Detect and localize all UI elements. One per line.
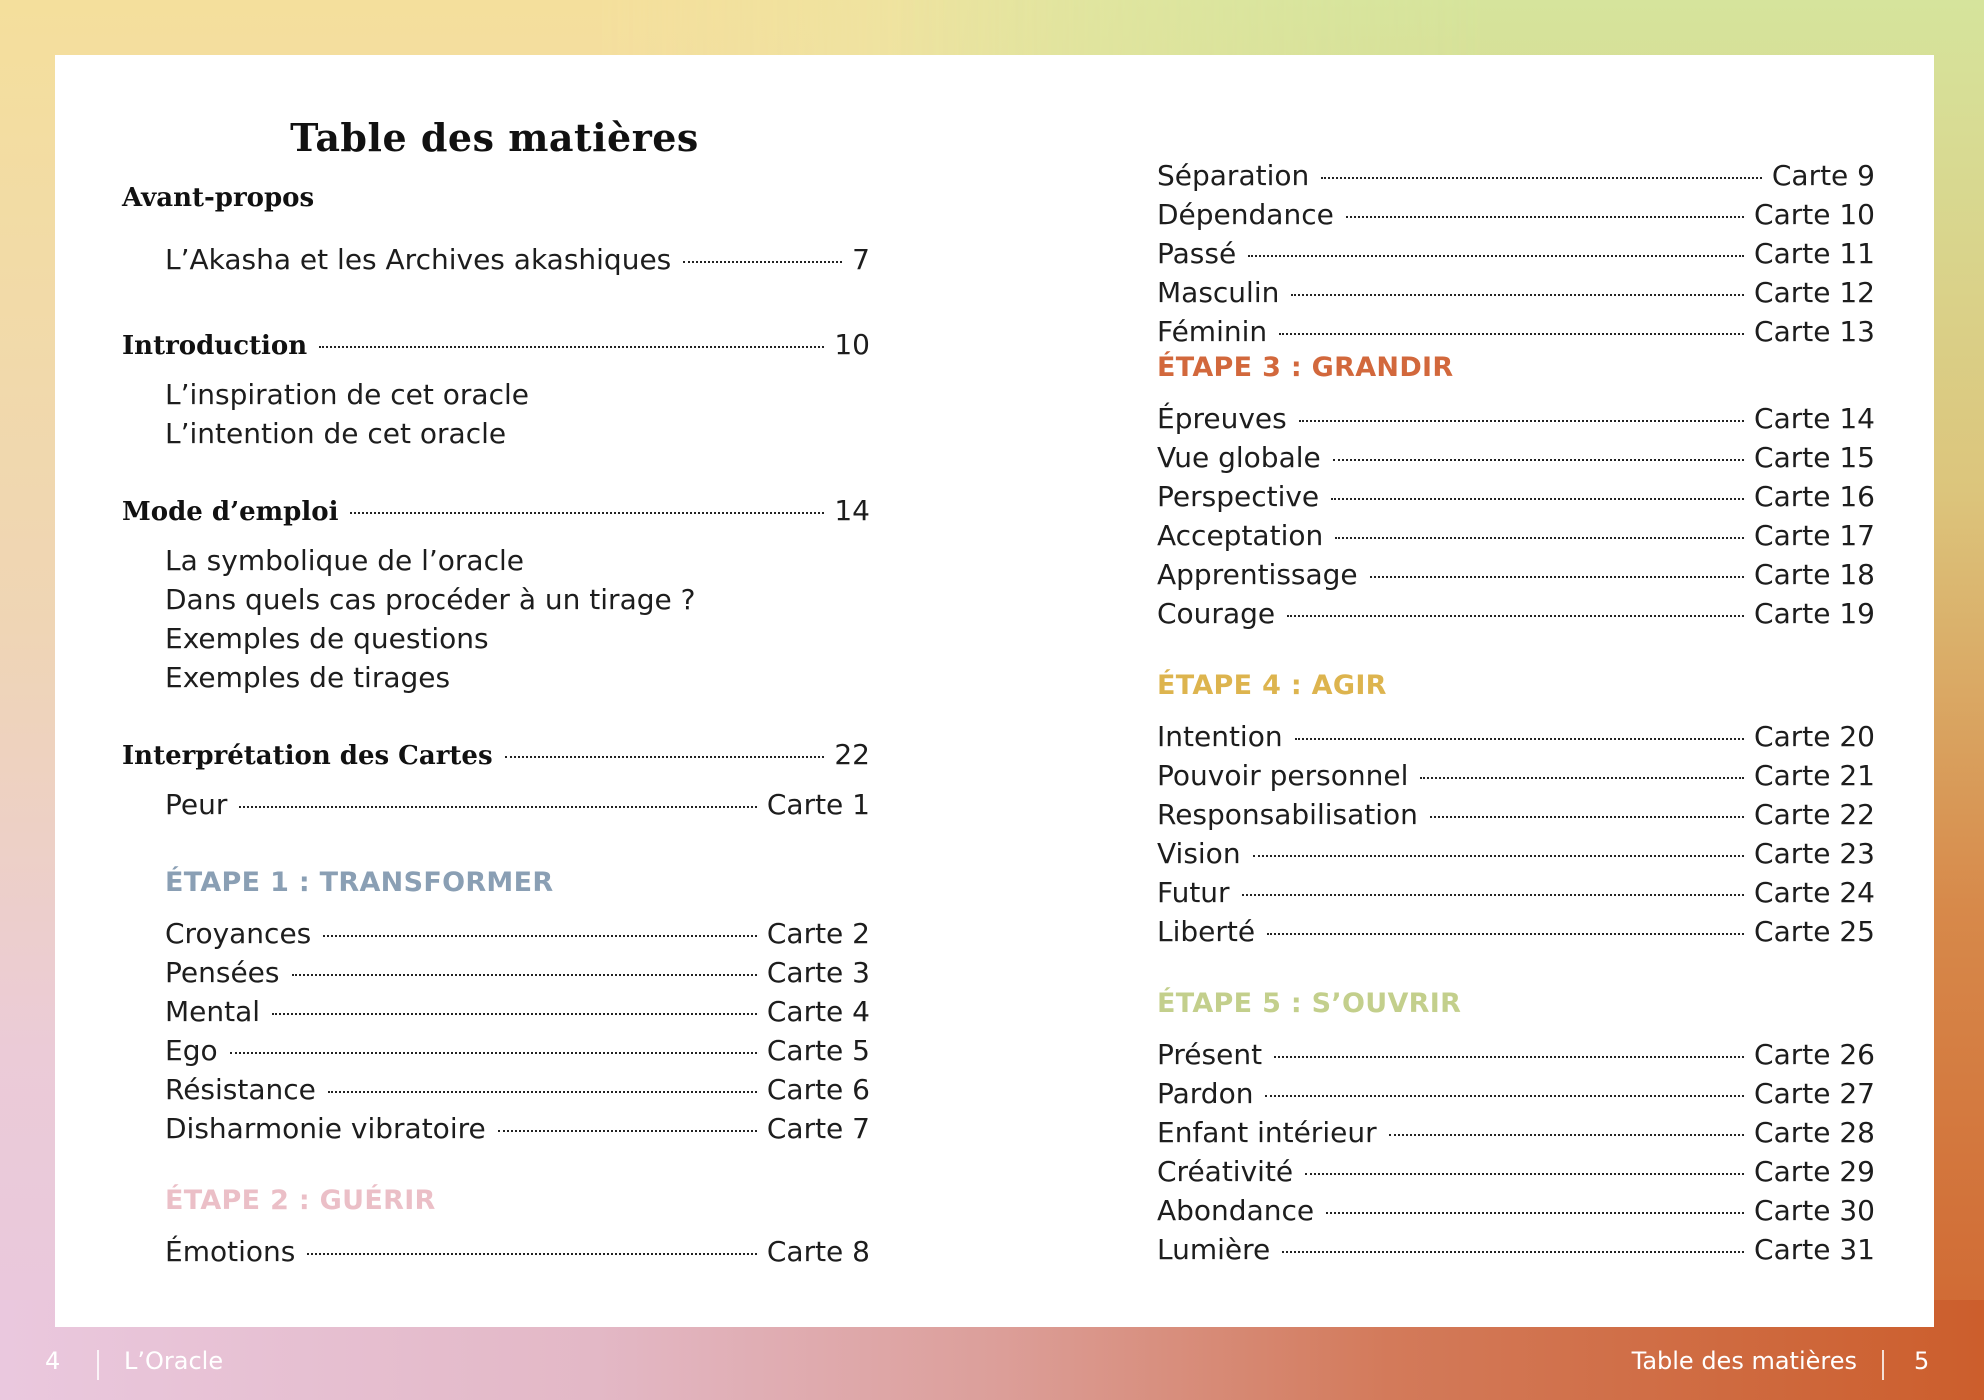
toc-entry-page: Carte 28 [1754,1116,1875,1149]
dot-leader [1291,293,1744,296]
stage-heading-2: ÉTAPE 2 : GUÉRIR [165,1185,436,1216]
dot-leader [1287,614,1744,617]
toc-entry-label: Intention [1157,720,1283,753]
toc-entry-label: Croyances [165,917,312,950]
toc-entry[interactable] [1157,1077,1875,1110]
toc-entry-page: Carte 20 [1754,720,1875,753]
toc-entry[interactable] [1157,402,1875,435]
dot-leader [319,345,824,348]
dot-leader [498,1129,757,1132]
dot-leader [1389,1133,1744,1136]
toc-entry[interactable] [1157,159,1875,192]
toc-entry[interactable] [1157,441,1875,474]
toc-entry-label: Acceptation [1157,519,1324,552]
toc-entry[interactable] [1157,315,1875,348]
toc-entry-label: Futur [1157,876,1230,909]
toc-entry-page: Carte 18 [1754,558,1875,591]
toc-entry-label: Vue globale [1157,441,1321,474]
dot-leader [1430,815,1744,818]
toc-subitem[interactable]: Exemples de questions [165,622,489,655]
toc-entry-label: Séparation [1157,159,1310,192]
toc-entry[interactable] [1157,1116,1875,1149]
toc-entry-page: Carte 7 [766,1112,870,1145]
dot-leader [1282,1250,1744,1253]
dot-leader [1321,176,1762,179]
toc-entry[interactable] [1157,519,1875,552]
dot-leader [239,805,756,808]
toc-subitem[interactable]: Exemples de tirages [165,661,451,694]
toc-entry-label: Disharmonie vibratoire [165,1112,486,1145]
footer-divider [97,1350,99,1380]
page-number-left: 4 [45,1347,61,1375]
toc-entry-label: Vision [1157,837,1241,870]
toc-entry-page: Carte 31 [1754,1233,1875,1266]
toc-entry-page: Carte 21 [1754,759,1875,792]
toc-entry-label: Féminin [1157,315,1268,348]
toc-entry-page: 7 [852,243,870,276]
toc-entry[interactable] [1157,759,1875,792]
stage-heading-1: ÉTAPE 1 : TRANSFORMER [165,867,554,898]
toc-entry-page: Carte 11 [1754,237,1875,270]
toc-entry-label: Épreuves [1157,402,1287,435]
dot-leader [1267,932,1744,935]
toc-entry-label: Abondance [1157,1194,1315,1227]
toc-entry-page: Carte 26 [1754,1038,1875,1071]
toc-entry-page: 22 [834,738,870,771]
dot-leader [1331,497,1744,500]
toc-entry[interactable] [1157,198,1875,231]
toc-entry-page: Carte 5 [766,1034,870,1067]
dot-leader [1279,332,1744,335]
toc-entry-page: 14 [834,494,870,527]
toc-entry-label: Liberté [1157,915,1256,948]
dot-leader [1305,1172,1744,1175]
page-title: Table des matières [290,115,699,160]
toc-entry-label: Présent [1157,1038,1263,1071]
toc-entry-label: Pouvoir personnel [1157,759,1409,792]
toc-entry[interactable] [1157,1233,1875,1266]
toc-entry-label: Enfant intérieur [1157,1116,1377,1149]
toc-entry[interactable] [1157,237,1875,270]
running-header-left: L’Oracle [124,1347,224,1375]
dot-leader [683,260,842,263]
dot-leader [292,973,757,976]
toc-entry-label: Créativité [1157,1155,1294,1188]
toc-subitem[interactable]: La symbolique de l’oracle [165,544,524,577]
toc-entry-page: Carte 2 [766,917,870,950]
toc-entry-label: Apprentissage [1157,558,1358,591]
toc-entry-label: Lumière [1157,1233,1271,1266]
dot-leader [1333,458,1744,461]
section-introduction[interactable] [122,328,870,361]
page-number-right: 5 [1914,1347,1930,1375]
toc-entry-label: Masculin [1157,276,1280,309]
section-interpretation[interactable] [122,738,870,771]
dot-leader [1346,215,1744,218]
toc-entry-label: Ego [165,1034,218,1067]
toc-entry[interactable] [165,1034,870,1067]
book-spread [55,55,1934,1327]
toc-entry-label: Courage [1157,597,1276,630]
toc-entry-page: Carte 3 [766,956,870,989]
toc-entry[interactable] [1157,1038,1875,1071]
stage-heading-4: ÉTAPE 4 : AGIR [1157,670,1387,701]
dot-leader [1370,575,1744,578]
toc-entry-page: Carte 22 [1754,798,1875,831]
toc-entry-page: Carte 25 [1754,915,1875,948]
toc-entry-label: Dépendance [1157,198,1334,231]
dot-leader [1274,1055,1744,1058]
toc-entry-page: Carte 30 [1754,1194,1875,1227]
toc-entry-label: Responsabilisation [1157,798,1418,831]
toc-subitem[interactable]: Dans quels cas procéder à un tirage ? [165,583,696,616]
toc-entry[interactable] [1157,720,1875,753]
section-mode-emploi[interactable] [122,494,870,527]
toc-entry[interactable] [165,956,870,989]
toc-entry-label: Résistance [165,1073,316,1106]
dot-leader [350,511,824,514]
dot-leader [1295,737,1744,740]
section-avant-propos [122,183,870,213]
toc-entry[interactable] [1157,558,1875,591]
dot-leader [1299,419,1744,422]
toc-subitem[interactable]: L’inspiration de cet oracle [165,378,529,411]
stage-heading-5: ÉTAPE 5 : S’OUVRIR [1157,988,1462,1019]
dot-leader [1420,776,1744,779]
section-title: Avant-propos [122,183,315,213]
toc-entry[interactable] [1157,837,1875,870]
toc-entry[interactable] [165,917,870,950]
dot-leader [1265,1094,1744,1097]
toc-entry-page: Carte 9 [1771,159,1875,192]
toc-entry-page: Carte 4 [766,995,870,1028]
dot-leader [272,1012,757,1015]
toc-entry-page: Carte 29 [1754,1155,1875,1188]
toc-entry-page: Carte 24 [1754,876,1875,909]
toc-entry-label: Pensées [165,956,280,989]
toc-entry-label: Mental [165,995,261,1028]
dot-leader [1335,536,1744,539]
toc-entry[interactable] [165,1112,870,1145]
dot-leader [1242,893,1744,896]
toc-entry[interactable] [1157,876,1875,909]
dot-leader [1248,254,1744,257]
dot-leader [1326,1211,1744,1214]
toc-entry-label: Pardon [1157,1077,1254,1110]
toc-entry-page: Carte 19 [1754,597,1875,630]
toc-entry[interactable] [1157,480,1875,513]
toc-entry[interactable] [165,1235,870,1268]
toc-entry-label: Passé [1157,237,1237,270]
dot-leader [230,1051,757,1054]
toc-entry-page: Carte 6 [766,1073,870,1106]
section-title: Mode d’emploi [122,497,339,527]
toc-entry[interactable] [165,1073,870,1106]
toc-entry-page: Carte 16 [1754,480,1875,513]
toc-entry-page: 10 [834,328,870,361]
toc-entry-label: L’Akasha et les Archives akashiques [165,243,672,276]
toc-entry-page: Carte 15 [1754,441,1875,474]
toc-entry-page: Carte 14 [1754,402,1875,435]
stage-heading-3: ÉTAPE 3 : GRANDIR [1157,352,1454,383]
section-title: Interprétation des Cartes [122,741,493,771]
toc-entry[interactable] [165,788,870,821]
toc-entry-label: Émotions [165,1235,296,1268]
toc-subitem[interactable]: L’intention de cet oracle [165,417,507,450]
toc-entry[interactable] [1157,798,1875,831]
toc-entry-label: Perspective [1157,480,1320,513]
toc-entry[interactable] [1157,276,1875,309]
dot-leader [328,1090,757,1093]
toc-entry[interactable] [1157,1155,1875,1188]
toc-entry[interactable] [165,995,870,1028]
dot-leader [307,1252,757,1255]
toc-entry-page: Carte 27 [1754,1077,1875,1110]
running-header-right: Table des matières [1631,1347,1857,1375]
toc-entry-page: Carte 17 [1754,519,1875,552]
toc-entry-page: Carte 13 [1754,315,1875,348]
dot-leader [1253,854,1744,857]
toc-entry[interactable] [1157,597,1875,630]
toc-entry-page: Carte 10 [1754,198,1875,231]
toc-entry-page: Carte 12 [1754,276,1875,309]
section-title: Introduction [122,331,308,361]
toc-entry-page: Carte 1 [766,788,870,821]
dot-leader [323,934,757,937]
toc-entry-page: Carte 23 [1754,837,1875,870]
toc-entry-label: Peur [165,788,228,821]
toc-entry[interactable] [1157,1194,1875,1227]
dot-leader [505,755,825,758]
footer-divider [1882,1350,1884,1380]
toc-entry[interactable] [1157,915,1875,948]
toc-entry-page: Carte 8 [766,1235,870,1268]
toc-entry[interactable] [165,243,870,276]
